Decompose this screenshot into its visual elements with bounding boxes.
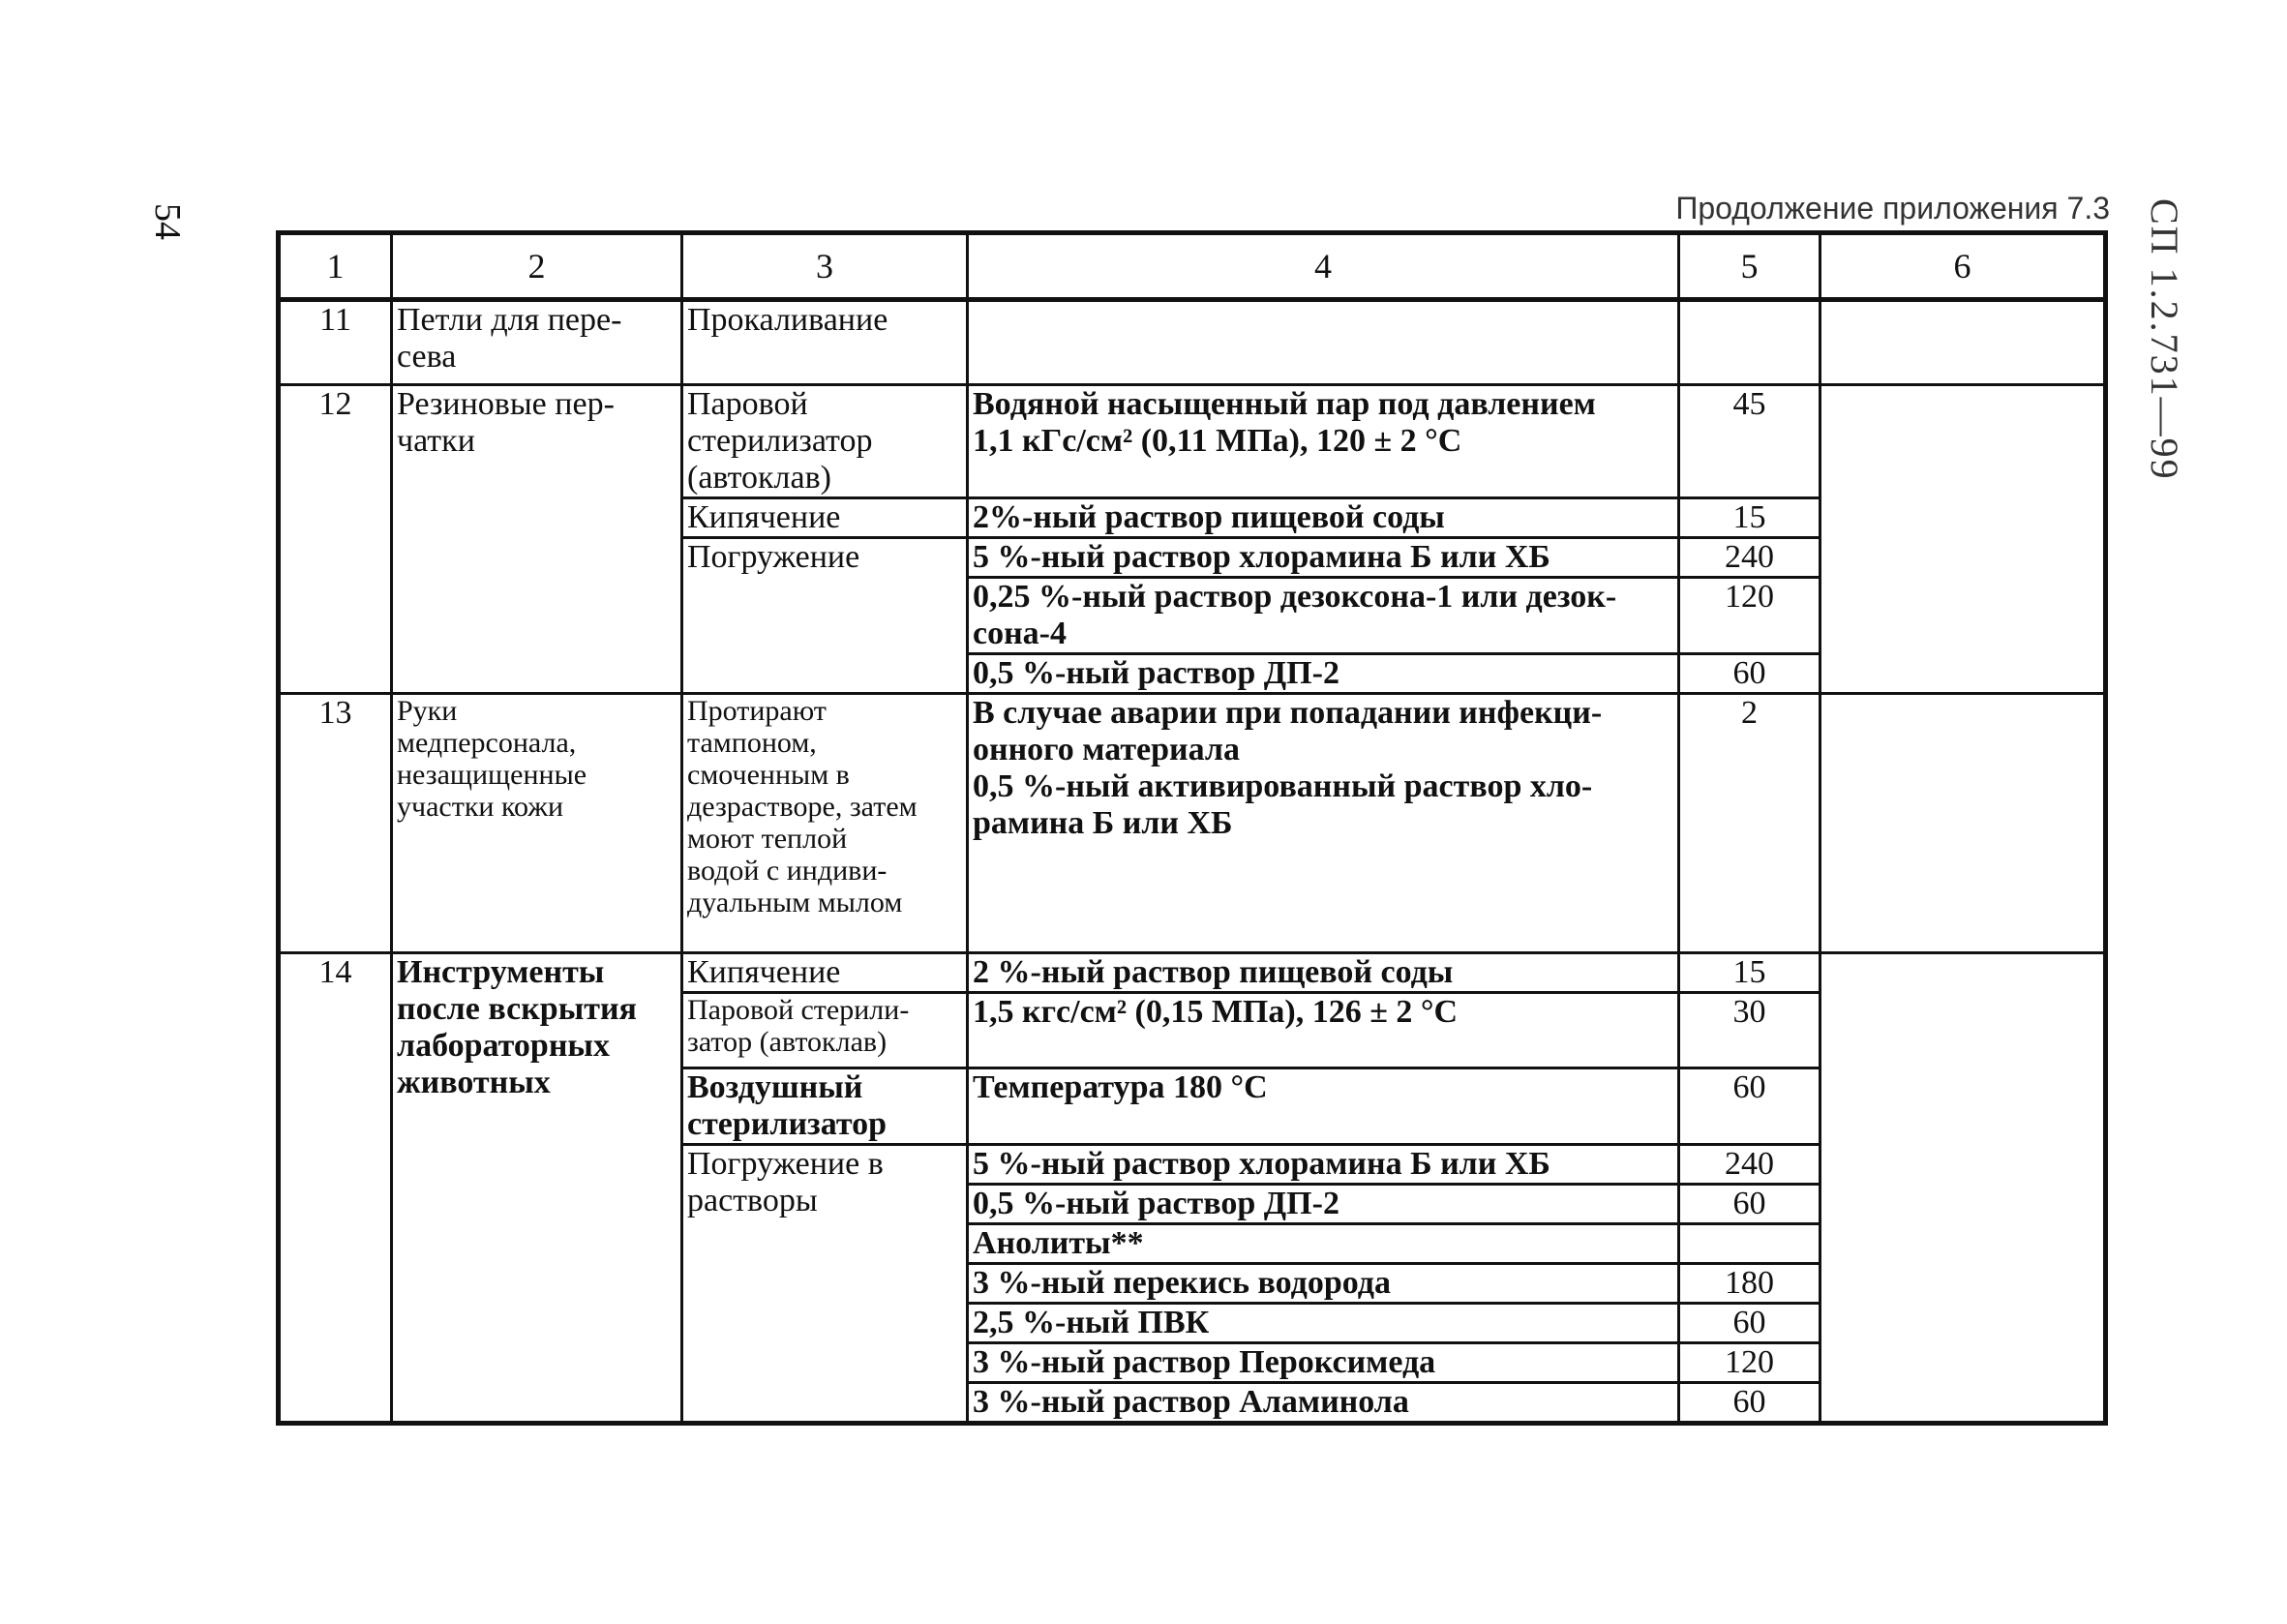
note-cell <box>1821 385 2106 694</box>
page-number: 54 <box>147 203 188 240</box>
agent-cell: 2,5 %-ный ПВК <box>968 1304 1679 1343</box>
agent-cell: Водяной насыщенный пар под давлением 1,1 кГс/см² (0,11 МПа), 120 ± 2 °С <box>968 385 1679 498</box>
time-cell <box>1679 300 1821 385</box>
note-cell <box>1821 694 2106 953</box>
agent-cell: 1,5 кгс/см² (0,15 МПа), 126 ± 2 °С <box>968 993 1679 1068</box>
time-cell: 60 <box>1679 1185 1821 1224</box>
agent-cell: 0,5 %-ный раствор ДП-2 <box>968 654 1679 694</box>
time-cell: 30 <box>1679 993 1821 1068</box>
note-cell <box>1821 953 2106 1424</box>
time-cell: 120 <box>1679 1343 1821 1383</box>
object-cell: Инструменты после вскрытия лабораторных животных <box>392 953 682 1424</box>
method-cell: Кипячение <box>682 953 968 993</box>
agent-cell: 2%-ный раствор пищевой соды <box>968 498 1679 538</box>
row-number: 12 <box>279 385 392 694</box>
time-cell: 60 <box>1679 1383 1821 1424</box>
agent-cell: 5 %-ный раствор хлорамина Б или ХБ <box>968 1145 1679 1185</box>
method-cell: Паровой стерилизатор (автоклав) <box>682 385 968 498</box>
time-cell: 45 <box>1679 385 1821 498</box>
document-code: СП 1.2.731—99 <box>2143 198 2186 481</box>
agent-cell: 5 %-ный раствор хлорамина Б или ХБ <box>968 538 1679 578</box>
time-cell: 180 <box>1679 1264 1821 1304</box>
time-cell: 15 <box>1679 498 1821 538</box>
header-col-3: 3 <box>682 233 968 300</box>
table-row <box>279 953 2106 993</box>
agent-cell: 3 %-ный перекись водорода <box>968 1264 1679 1304</box>
time-cell: 60 <box>1679 654 1821 694</box>
agent-cell: 0,25 %-ный раствор дезоксона-1 или дезок- сона-4 <box>968 578 1679 654</box>
header-col-4: 4 <box>968 233 1679 300</box>
method-cell: Кипячение <box>682 498 968 538</box>
agent-cell: 3 %-ный раствор Аламинола <box>968 1383 1679 1424</box>
row-number: 14 <box>279 953 392 1424</box>
disinfection-table <box>276 230 2108 1426</box>
note-cell <box>1821 300 2106 385</box>
time-cell: 120 <box>1679 578 1821 654</box>
header-col-1: 1 <box>279 233 392 300</box>
table-row <box>279 300 2106 385</box>
time-cell <box>1679 1224 1821 1264</box>
row-number: 11 <box>279 300 392 385</box>
time-cell: 60 <box>1679 1304 1821 1343</box>
agent-cell: 0,5 %-ный раствор ДП-2 <box>968 1185 1679 1224</box>
method-cell: Погружение <box>682 538 968 694</box>
time-cell: 240 <box>1679 1145 1821 1185</box>
object-cell: Петли для пере- сева <box>392 300 682 385</box>
method-cell: Протирают тампоном, смоченным в дезрастворе, затем моют теплой водой с индиви- дуальным мылом <box>682 694 968 953</box>
method-cell: Погружение в растворы <box>682 1145 968 1424</box>
object-cell: Резиновые пер- чатки <box>392 385 682 694</box>
header-col-2: 2 <box>392 233 682 300</box>
header-col-6: 6 <box>1821 233 2106 300</box>
agent-cell: Температура 180 °С <box>968 1068 1679 1145</box>
time-cell: 15 <box>1679 953 1821 993</box>
method-cell: Прокаливание <box>682 300 968 385</box>
agent-cell <box>968 300 1679 385</box>
time-cell: 240 <box>1679 538 1821 578</box>
time-cell: 60 <box>1679 1068 1821 1145</box>
table-row <box>279 694 2106 953</box>
agent-cell: Анолиты** <box>968 1224 1679 1264</box>
row-number: 13 <box>279 694 392 953</box>
agent-cell: В случае аварии при попадании инфекци- онного материала 0,5 %-ный активированный раствор хло- рамина Б или ХБ <box>968 694 1679 953</box>
agent-cell: 3 %-ный раствор Пероксимеда <box>968 1343 1679 1383</box>
method-cell: Паровой стерили- затор (автоклав) <box>682 993 968 1068</box>
object-cell: Руки медперсонала, незащищенные участки кожи <box>392 694 682 953</box>
method-cell: Воздушный стерилизатор <box>682 1068 968 1145</box>
table-row <box>279 385 2106 498</box>
continuation-caption: Продолжение приложения 7.3 <box>1675 191 2110 226</box>
agent-cell: 2 %-ный раствор пищевой соды <box>968 953 1679 993</box>
time-cell: 2 <box>1679 694 1821 953</box>
header-row <box>279 233 2106 300</box>
header-col-5: 5 <box>1679 233 1821 300</box>
